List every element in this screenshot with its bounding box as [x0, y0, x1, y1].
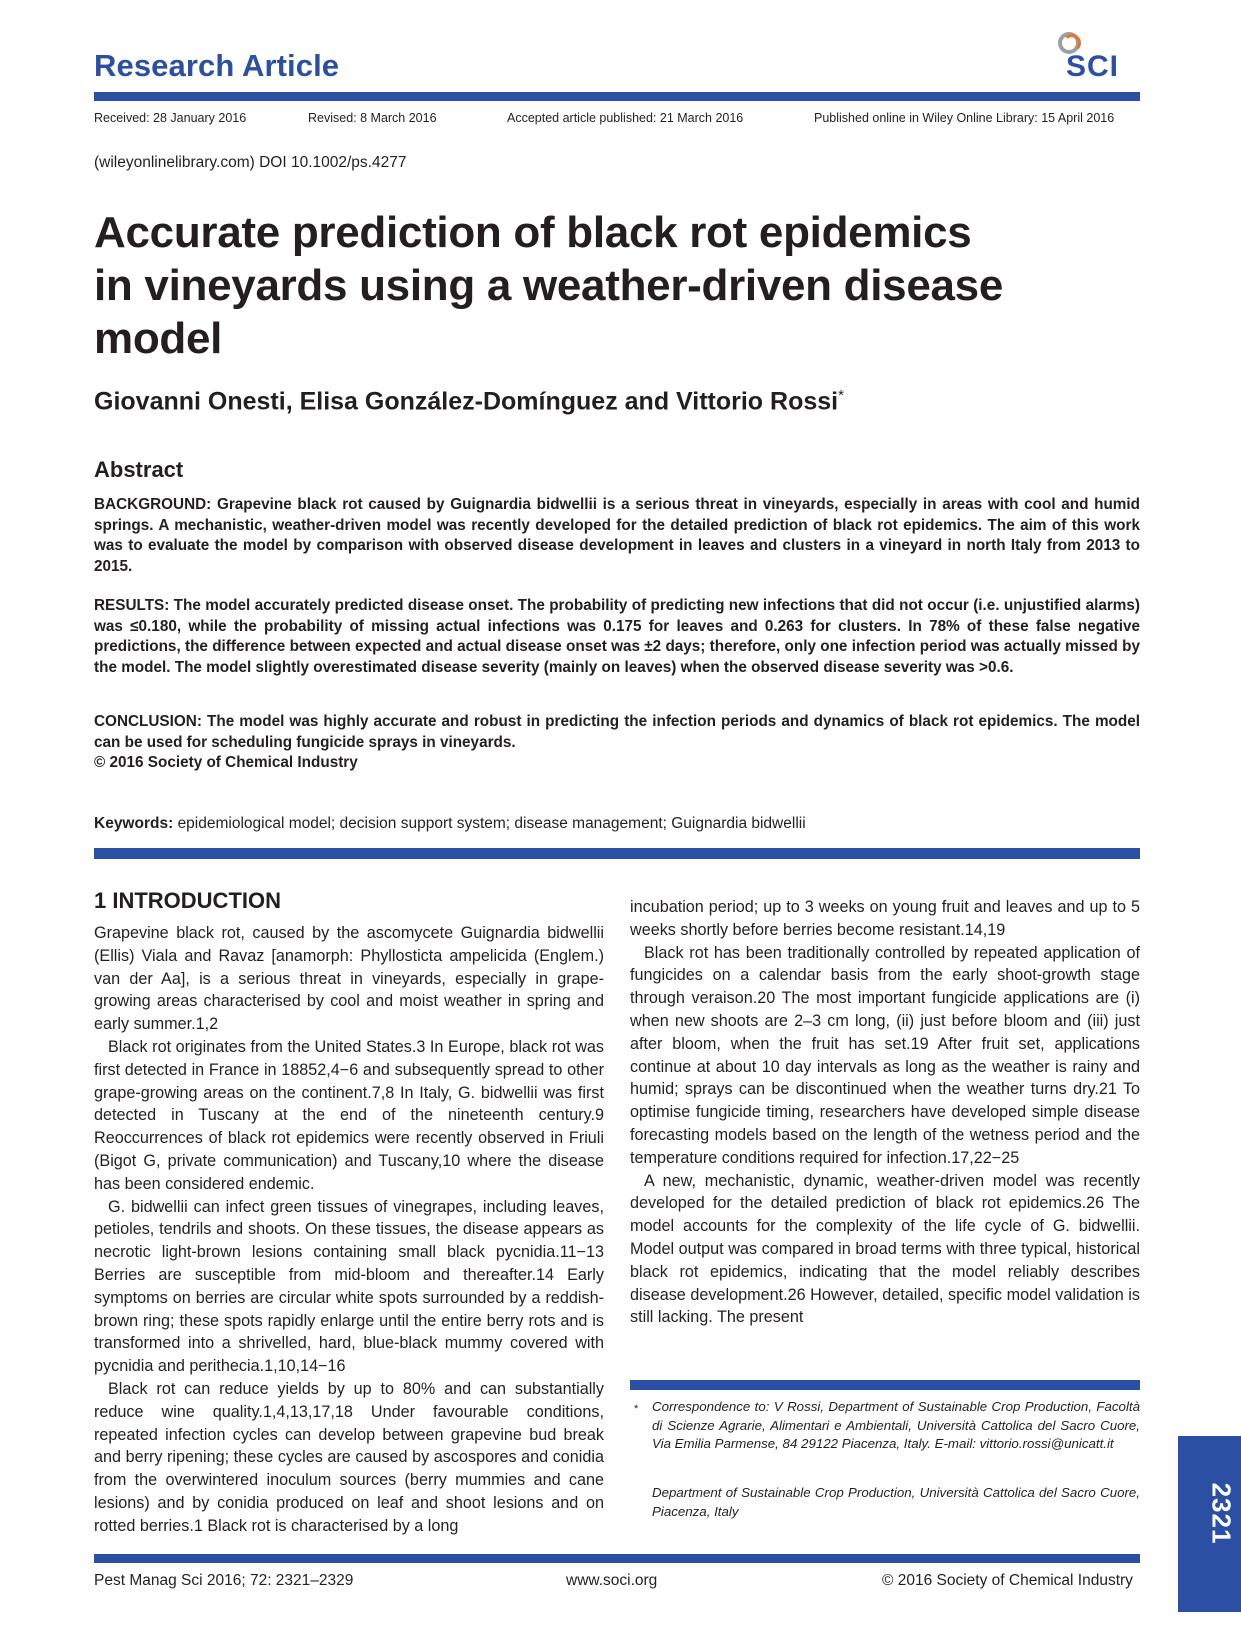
website-link[interactable]: www.soci.org: [566, 1572, 658, 1589]
paragraph: Black rot has been traditionally controlled by repeated application of fungicides on a calendar basis from the early shoot-growth stage through veraison.20 The most important fungicide applications are (i) when new shoots are 2–3 cm long, (ii) just before bloom and (iii) just after bloom, when the fruit has set.19 After fruit set, applications continue at about 10 day intervals as long as the weather is rainy and humid; sprays can be discontinued when the weather turns dry.21 To optimise fungicide timing, researchers have developed simple disease forecasting models based on the length of the wetness period and the temperature conditions required for infection.17,22−25: [630, 943, 1140, 1167]
correspondence-rule: [630, 1380, 1140, 1390]
accepted-date: Accepted article published: 21 March 2016: [507, 111, 744, 125]
logo-text: SCI: [1066, 50, 1120, 83]
paragraph: G. bidwellii can infect green tissues of vinegrapes, including leaves, petioles, tendrils and shoots. On these tissues, the disease appears as necrotic light-brown lesions containing small black pycnidia.11−13 Berries are susceptible from mid-bloom and thereafter.14 Early symptoms on berries are circular white spots surrounded by a reddish-brown ring; these spots rapidly enlarge until the entire berry rots and is transformed into a shrivelled, hard, blue-black mummy covered with pycnidia and perithecia.1,10,14−16: [94, 1197, 604, 1376]
column-left: [94, 922, 604, 1538]
correspondence-mark: *: [634, 1403, 639, 1415]
correspondence-text: Correspondence to: V Rossi, Department of Sustainable Crop Production, Facoltà di Scienze Agrarie, Alimentari e Ambientali, Università Cattolica del Sacro Cuore, Via Emilia Parmense, 84 29122 Piacenza, Italy. E-mail: vittorio.rossi@unicatt.it: [652, 1399, 1140, 1451]
abstract-background: BACKGROUND: Grapevine black rot caused by Guignardia bidwellii is a serious threat in vineyards, especially in areas with cool and humid springs. A mechanistic, weather-driven model was recently developed for the detailed prediction of black rot epidemics. The aim of this work was to evaluate the model by comparison with observed disease development in leaves and clusters in a vineyard in north Italy from 2013 to 2015.: [94, 496, 1140, 575]
keywords-label: Keywords:: [94, 815, 174, 832]
abstract-conclusion: [94, 712, 1140, 774]
section-heading-introduction: 1 INTRODUCTION: [94, 888, 281, 913]
article-title: [94, 206, 1144, 365]
corresponding-mark: *: [838, 387, 844, 404]
received-date: Received: 28 January 2016: [94, 111, 247, 125]
published-date: Published online in Wiley Online Library: 15 April 2016: [814, 111, 1115, 125]
footer-copyright: © 2016 Society of Chemical Industry: [882, 1572, 1133, 1589]
section-label: Research Article: [94, 48, 340, 83]
sci-logo: [1050, 28, 1140, 84]
keywords-list: epidemiological model; decision support system; disease management; Guignardia bidwellii: [177, 815, 806, 832]
paragraph: Black rot originates from the United States.3 In Europe, black rot was first detected in France in 18852,4−6 and subsequently spread to other grape-growing areas on the continent.7,8 In Italy, G. bidwellii was first detected in Tuscany at the end of the nineteenth century.9 Reoccurrences of black rot epidemics were recently observed in Friuli (Bigot G, private communication) and Tuscany,10 where the disease has been considered endemic.: [94, 1037, 604, 1193]
header-rule: [94, 92, 1140, 101]
paragraph: A new, mechanistic, dynamic, weather-driven model was recently developed for the detailed prediction of black rot epidemics.26 The model accounts for the complexity of the life cycle of G. bidwellii. Model output was compared in broad terms with three typical, historical black rot epidemics, indicating that the model reliably describes disease development.26 However, detailed, specific model validation is still lacking. The present: [630, 1171, 1140, 1327]
page-number: 2321: [1206, 1482, 1237, 1545]
abstract-rule: [94, 848, 1140, 859]
title-line: Accurate prediction of black rot epidemics: [94, 208, 972, 257]
page-number-tab: [1178, 1436, 1241, 1612]
affiliation-text: Department of Sustainable Crop Production, Università Cattolica del Sacro Cuore, Piacenza, Italy: [652, 1485, 1140, 1519]
abstract-results: RESULTS: The model accurately predicted disease onset. The probability of predicting new infections that did not occur (i.e. unjustified alarms) was ≤0.180, while the probability of missing actual infections was 0.175 for leaves and 0.263 for clusters. In 78% of these false negative predictions, the difference between expected and actual disease onset was ±2 days; therefore, only one infection period was actually missed by the model. The model slightly overestimated disease severity (mainly on leaves) when the observed disease severity was >0.6.: [94, 597, 1140, 676]
title-line: in vineyards using a weather-driven disease: [94, 261, 1004, 310]
footer-rule: [94, 1554, 1140, 1563]
column-right: [630, 896, 1140, 1329]
title-line: model: [94, 314, 223, 363]
keywords: [94, 815, 806, 833]
journal-citation: Pest Manag Sci 2016; 72: 2321–2329: [94, 1572, 354, 1589]
abstract-heading: Abstract: [94, 457, 184, 482]
authors: [94, 387, 844, 416]
paragraph: Black rot can reduce yields by up to 80% and can substantially reduce wine quality.1,4,13,17,18 Under favourable conditions, repeated infection cycles can develop between grapevine bud break and berry ripening; these cycles are caused by ascospores and conidia from the overwintered inoculum sources (berry mummies and cane lesions) and by conidia produced on leaf and shoot lesions and on rotted berries.1 Black rot is characterised by a long: [94, 1379, 604, 1535]
abstract-copyright: © 2016 Society of Chemical Industry: [94, 754, 358, 771]
revised-date: Revised: 8 March 2016: [308, 111, 437, 125]
doi[interactable]: (wileyonlinelibrary.com) DOI 10.1002/ps.4277: [94, 154, 407, 171]
author-names: Giovanni Onesti, Elisa González-Domínguez and Vittorio Rossi: [94, 387, 839, 416]
conclusion-text: CONCLUSION: The model was highly accurate and robust in predicting the infection periods and dynamics of black rot epidemics. The model can be used for scheduling fungicide sprays in vineyards.: [94, 713, 1140, 751]
paragraph: Grapevine black rot, caused by the ascomycete Guignardia bidwellii (Ellis) Viala and Ravaz [anamorph: Phyllosticta ampelicida (Englem.) van der Aa], is a serious threat in vineyards, especially in grape-growing areas characterised by cool and moist weather in spring and early summer.1,2: [94, 924, 604, 1034]
paragraph: incubation period; up to 3 weeks on young fruit and leaves and up to 5 weeks shortly before berries become resistant.14,19: [630, 898, 1140, 939]
